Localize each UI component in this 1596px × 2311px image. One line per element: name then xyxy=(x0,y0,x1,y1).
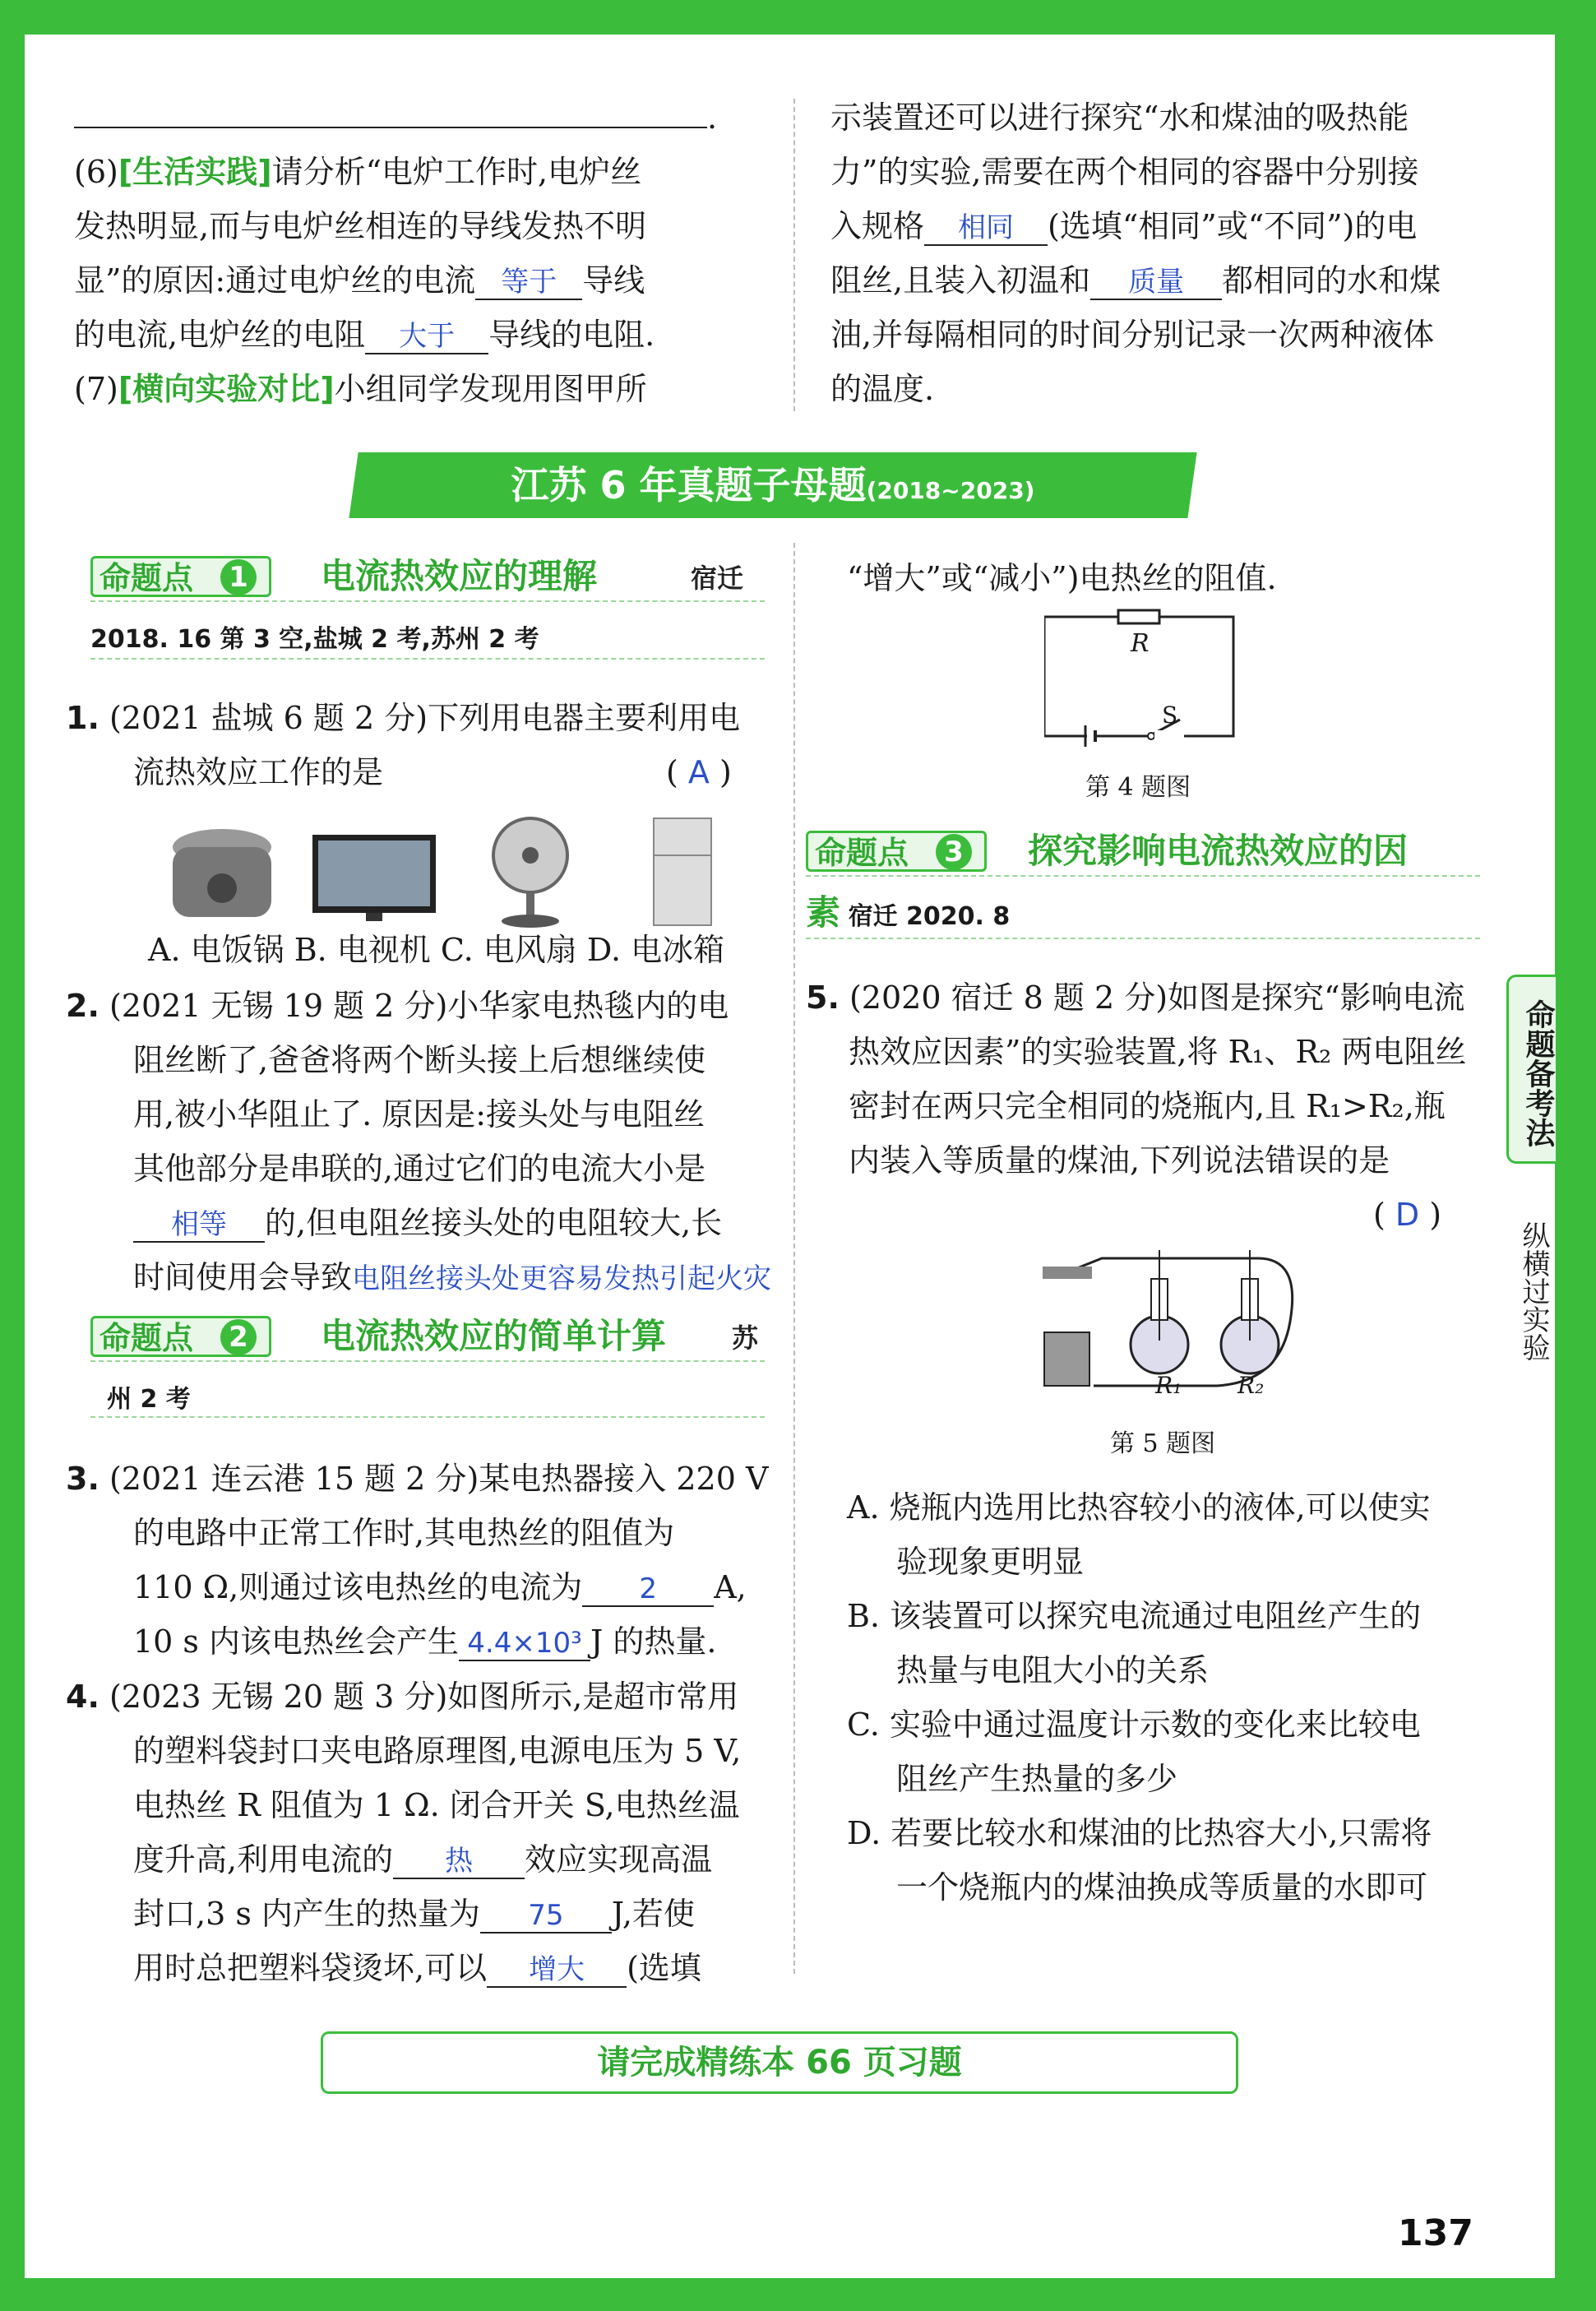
q3-line-2: 的电路中正常工作时,其电热丝的阻值为 xyxy=(133,1515,675,1551)
question-2 xyxy=(66,979,772,1324)
q2-answer-1: 相等 xyxy=(133,1208,265,1243)
point-2-header xyxy=(90,1316,765,1359)
point-3-rule xyxy=(806,875,1480,877)
q5-option-a-2: 验现象更明显 xyxy=(896,1544,1085,1580)
point-3-number: 3 xyxy=(936,834,972,870)
point-3-title: 探究影响电流热效应的因 xyxy=(1028,831,1409,871)
q1-options xyxy=(148,929,724,970)
point-2-rule xyxy=(90,1360,765,1362)
q1-option-c: C. 电风扇 xyxy=(440,932,577,968)
q4-fig-label-s: S xyxy=(1162,702,1178,729)
q2-line-2: 阻丝断了,爸爸将两个断头接上后想继续使 xyxy=(133,1042,706,1078)
point-1-rule xyxy=(90,600,765,602)
q2-line-5: 相等 的,但电阻丝接头处的电阻较大,长 xyxy=(133,1196,722,1250)
rice-cooker-image xyxy=(164,814,280,929)
point-2-suffix: 苏 xyxy=(732,1322,759,1354)
top-right-block xyxy=(830,90,1488,419)
frame-right xyxy=(1555,0,1596,2311)
point-1-suffix: 宿迁 xyxy=(691,563,744,594)
q5-caption: 第 5 题图 xyxy=(1110,1429,1216,1458)
question-4 xyxy=(66,1670,765,1998)
q5-option-b-1: B. 该装置可以探究电流通过电阻丝产生的 xyxy=(847,1598,1422,1634)
q6-answer-2: 大于 xyxy=(365,320,488,354)
q4-answer-3: 增大 xyxy=(487,1953,627,1988)
q1-option-d: D. 电冰箱 xyxy=(586,932,725,968)
q6-line-4: 的电流,电炉丝的电阻 大于 导线的电阻. xyxy=(74,317,655,353)
q5-option-d-1: D. 若要比较水和煤油的比热容大小,只需将 xyxy=(847,1815,1432,1851)
q3-line-4: 10 s 内该电热丝会产生 4.4×10³ J 的热量. xyxy=(133,1623,717,1660)
point-3-source-line xyxy=(806,892,1010,933)
q5-line-1: 5. (2020 宿迁 8 题 2 分)如图是探究“影响电流 xyxy=(806,980,1465,1016)
point-2-tag: 命题点 xyxy=(90,1316,271,1357)
q4-line-1: 4. (2023 无锡 20 题 3 分)如图所示,是超市常用 xyxy=(66,1679,739,1715)
question-3 xyxy=(66,1452,769,1674)
q7-answer-2: 质量 xyxy=(1090,266,1222,300)
q5-line-4: 内装入等质量的煤油,下列说法错误的是 xyxy=(849,1142,1390,1179)
column-divider-top xyxy=(793,99,795,411)
point-1-header xyxy=(90,556,765,599)
q4-line-5: 封口,3 s 内产生的热量为 75 J,若使 xyxy=(133,1896,696,1932)
q1-line-2: 流热效应工作的是 xyxy=(133,754,384,790)
frame-bottom xyxy=(0,2278,1596,2311)
side-tab-sub: 纵横过实验 xyxy=(1517,1221,1550,1361)
q3-line-1: 3. (2021 连云港 15 题 2 分)某电热器接入 220 V xyxy=(66,1461,769,1497)
point-1-tag: 命题点 xyxy=(90,556,271,597)
q7-cont-line-5: 油,并每隔相同的时间分别记录一次两种液体 xyxy=(830,317,1435,353)
q7-cont-line-3: 入规格 相同 (选填“相同”或“不同”)的电 xyxy=(830,208,1418,244)
q5-option-a-1: A. 烧瓶内选用比热容较小的液体,可以使实 xyxy=(847,1489,1431,1526)
point-1-title: 电流热效应的理解 xyxy=(321,556,598,596)
q7-cont-line-4: 阻丝,且装入初温和 质量 都相同的水和煤 xyxy=(830,262,1441,299)
point-3-tag: 命题点 xyxy=(806,831,987,872)
top-left-block xyxy=(74,90,765,419)
point-3-title-cont: 素 xyxy=(806,892,841,933)
q3-answer-2: 4.4×10³ xyxy=(459,1627,590,1661)
q4-line-2: 的塑料袋封口夹电路原理图,电源电压为 5 V, xyxy=(133,1733,742,1769)
q5-option-b-2: 热量与电阻大小的关系 xyxy=(896,1652,1210,1688)
frame-left xyxy=(0,0,25,2311)
point-1-rule-2 xyxy=(90,658,765,660)
frame-top xyxy=(0,0,1596,35)
q5-fig-r1: R₁ xyxy=(1155,1372,1182,1399)
q5-options xyxy=(847,1480,1505,1916)
fridge-image xyxy=(645,814,719,929)
q4-line-4: 度升高,利用电流的 热 效应实现高温 xyxy=(133,1841,713,1878)
q7-cont-line-6: 的温度. xyxy=(830,371,935,407)
q1-option-a: A. 电饭锅 xyxy=(148,932,285,968)
q3-line-3: 110 Ω,则通过该电热丝的电流为 2 A, xyxy=(133,1569,747,1605)
q4-cont-line: “增大”或“减小”)电热丝的阻值. xyxy=(847,560,1277,596)
fan-image xyxy=(485,814,576,929)
point-1-number: 1 xyxy=(220,559,257,595)
q1-line-1: 1. (2021 盐城 6 题 2 分)下列用电器主要利用电 xyxy=(66,700,741,736)
page-number: 137 xyxy=(1398,2212,1473,2254)
q7-line-1: (7)[横向实验对比]小组同学发现用图甲所 xyxy=(74,371,647,407)
question-5 xyxy=(806,970,1467,1234)
q6-line-2: 发热明显,而与电炉丝相连的导线发热不明 xyxy=(74,208,647,244)
q6-line-3: 显”的原因:通过电炉丝的电流 等于 导线 xyxy=(74,262,645,299)
q1-answer: ( A ) xyxy=(666,754,732,790)
q5-line-3: 密封在两只完全相同的烧瓶内,且 R₁>R₂,瓶 xyxy=(849,1088,1446,1124)
q4-answer-1: 热 xyxy=(393,1845,525,1879)
q2-line-6: 时间使用会导致电阻丝接头处更容易发热引起火灾 xyxy=(133,1259,772,1295)
q6-line-1: (6)[生活实践]请分析“电炉工作时,电炉丝 xyxy=(74,154,642,190)
point-3-source: 宿迁 2020. 8 xyxy=(848,902,1011,931)
q2-line-3: 用,被小华阻止了. 原因是:接头处与电阻丝 xyxy=(133,1096,705,1132)
q2-answer-2: 电阻丝接头处更容易发热引起火灾 xyxy=(352,1262,772,1295)
q4-line-6: 用时总把塑料袋烫坏,可以 增大 (选填 xyxy=(133,1950,701,1986)
section-banner-title: 江苏 6 年真题子母题(2018~2023) xyxy=(511,463,1035,507)
q7-answer-1: 相同 xyxy=(924,211,1048,246)
q4-line-3: 电热丝 R 阻值为 1 Ω. 闭合开关 S,电热丝温 xyxy=(133,1787,740,1823)
q5-option-c-1: C. 实验中通过温度计示数的变化来比较电 xyxy=(847,1707,1421,1743)
q6-answer-1: 等于 xyxy=(475,266,582,300)
q5-option-d-2: 一个烧瓶内的煤油换成等质量的水即可 xyxy=(896,1869,1428,1906)
q5-option-c-2: 阻丝产生热量的多少 xyxy=(896,1761,1178,1797)
q4-answer-2: 75 xyxy=(480,1899,612,1934)
point-2-title: 电流热效应的简单计算 xyxy=(321,1316,667,1356)
answer-line-end: . xyxy=(74,90,717,145)
q7-cont-line-1: 示装置还可以进行探究“水和煤油的吸热能 xyxy=(830,100,1409,136)
q5-answer: ( D ) xyxy=(1373,1197,1442,1233)
q4-fig-label-r: R xyxy=(1131,629,1150,658)
point-3-header xyxy=(806,831,1480,873)
column-divider-main xyxy=(793,543,795,1974)
point-1-source: 2018. 16 第 3 空,盐城 2 考,苏州 2 考 xyxy=(90,625,539,654)
point-2-number: 2 xyxy=(220,1319,257,1355)
q5-fig-r2: R₂ xyxy=(1237,1372,1265,1399)
q5-line-2: 热效应因素”的实验装置,将 R₁、R₂ 两电阻丝 xyxy=(849,1034,1467,1070)
q2-line-1: 2. (2021 无锡 19 题 2 分)小华家电热毯内的电 xyxy=(66,988,729,1024)
q4-caption: 第 4 题图 xyxy=(1085,773,1191,802)
side-tab-main: 命题备考法 xyxy=(1506,975,1556,1164)
point-2-rule-2 xyxy=(90,1416,765,1418)
point-3-rule-2 xyxy=(806,938,1480,939)
practice-reminder: 请完成精练本 66 页习题 xyxy=(321,2031,1238,2094)
q1-option-b: B. 电视机 xyxy=(294,932,431,968)
q3-answer-1: 2 xyxy=(582,1572,714,1607)
tv-image xyxy=(308,831,440,929)
q7-cont-line-2: 力”的实验,需要在两个相同的容器中分别接 xyxy=(830,154,1419,190)
point-2-source: 州 2 考 xyxy=(107,1385,191,1414)
q2-line-4: 其他部分是串联的,通过它们的电流大小是 xyxy=(133,1151,706,1187)
